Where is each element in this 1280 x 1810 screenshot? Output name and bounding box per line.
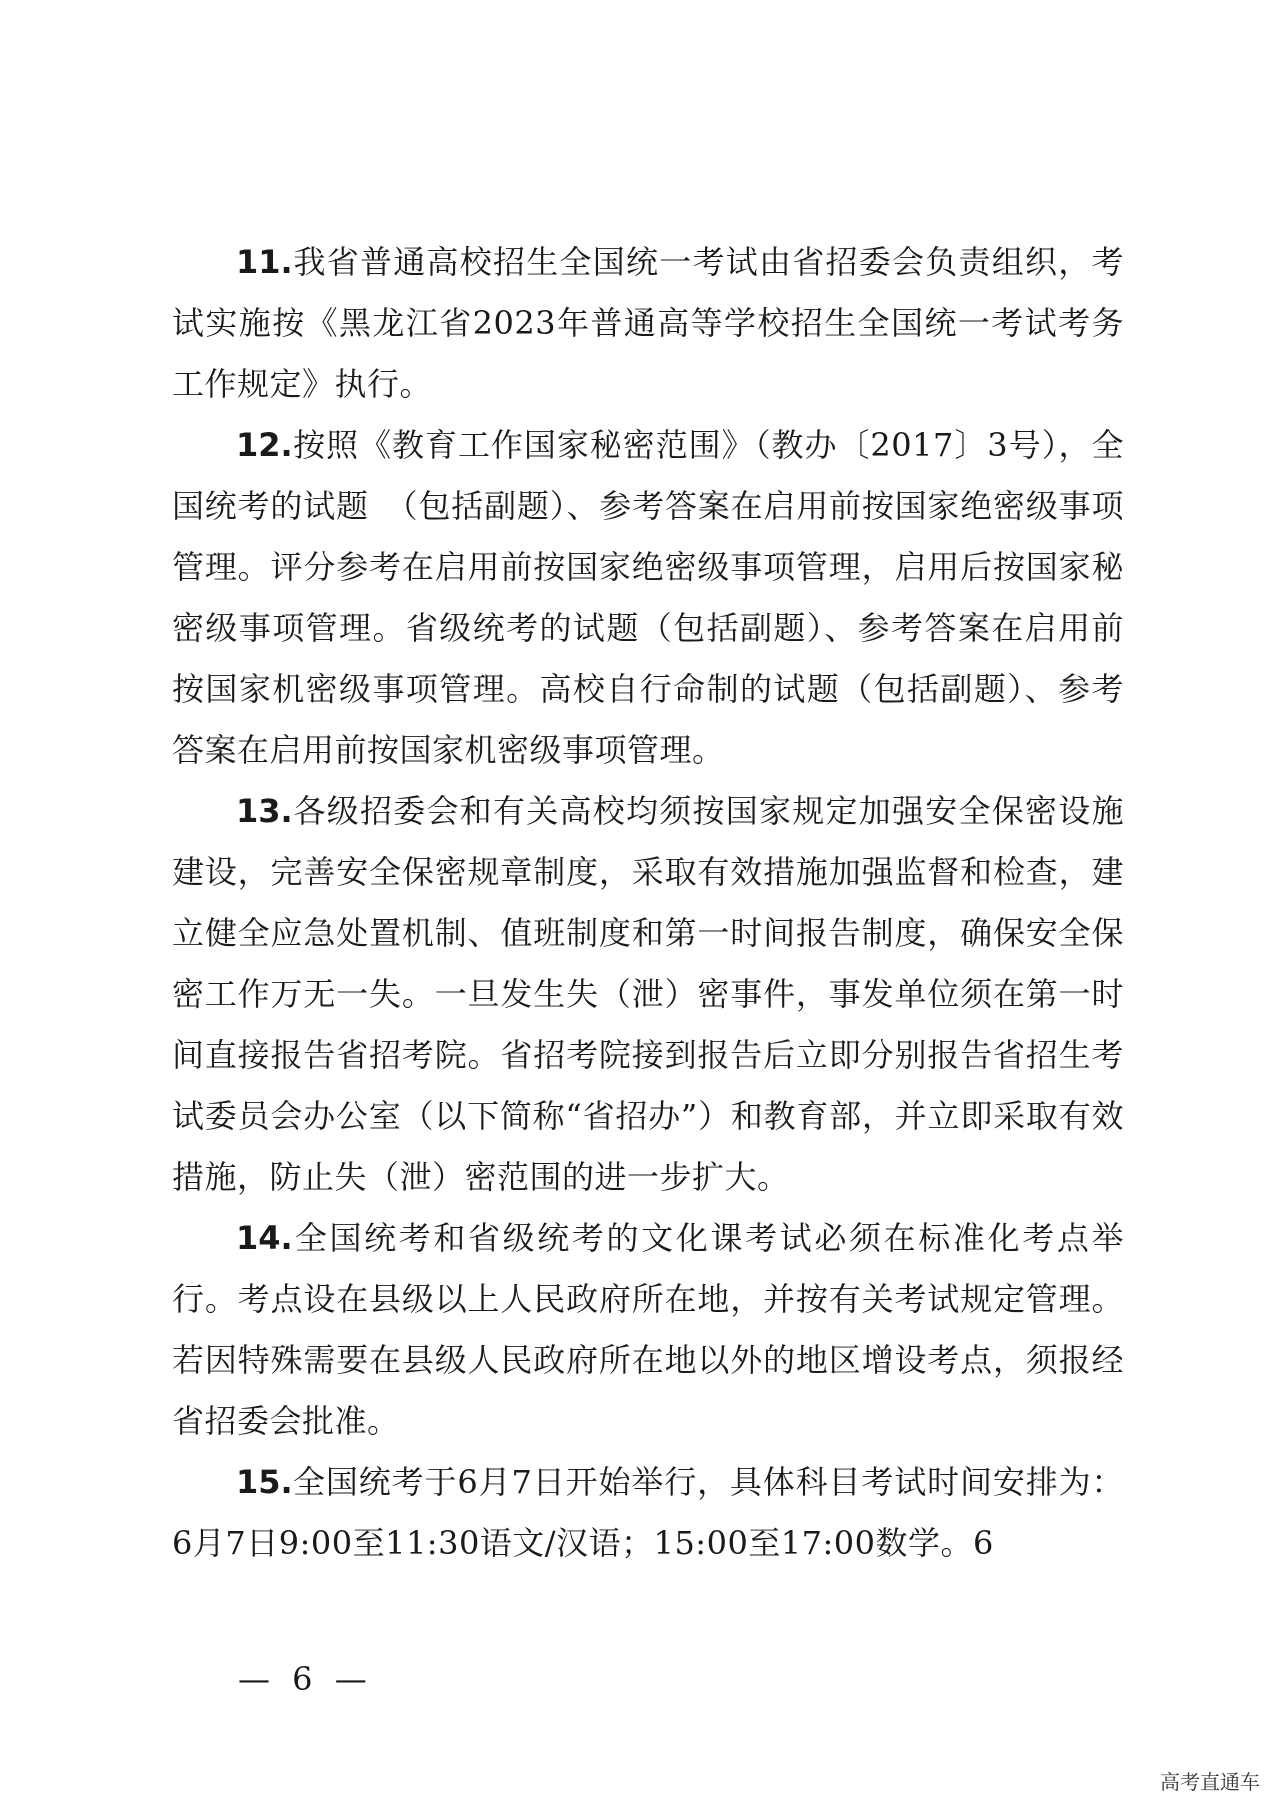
paragraph-number: 12. <box>236 426 293 464</box>
paragraph-12 <box>172 415 1124 781</box>
page-number: — 6 — <box>238 1660 373 1698</box>
paragraph-number: 13. <box>236 792 293 830</box>
paragraph-15 <box>172 1452 1124 1574</box>
paragraph-11 <box>172 232 1124 415</box>
paragraph-text: 我省普通高校招生全国统一考试由省招委会负责组织，考试实施按《黑龙江省2023年普通高等学校招生全国统一考试考务工作规定》执行。 <box>172 243 1124 403</box>
watermark-text: 高考直通车 <box>1160 1770 1260 1794</box>
paragraph-text: 全国统考和省级统考的文化课考试必须在标准化考点举行。考点设在县级以上人民政府所在地，并按有关考试规定管理。若因特殊需要在县级人民政府所在地以外的地区增设考点，须报经省招委会批准。 <box>172 1219 1124 1440</box>
paragraph-number: 11. <box>236 243 293 281</box>
paragraph-text: 按照《教育工作国家秘密范围》（教办〔2017〕3号），全国统考的试题 （包括副题）、参考答案在启用前按国家绝密级事项管理。评分参考在启用前按国家绝密级事项管理，启用后按国家秘密级事项管理。省级统考的试题（包括副题）、参考答案在启用前按国家机密级事项管理。高校自行命制的试题（包括副题）、参考答案在启用前按国家机密级事项管理。 <box>172 426 1124 769</box>
document-body <box>172 232 1124 1574</box>
paragraph-text: 全国统考于6月7日开始举行，具体科目考试时间安排为：6月7日9:00至11:30语文/汉语；15:00至17:00数学。6 <box>172 1463 1124 1562</box>
paragraph-number: 14. <box>236 1219 293 1257</box>
paragraph-13 <box>172 781 1124 1208</box>
paragraph-14 <box>172 1208 1124 1452</box>
paragraph-text: 各级招委会和有关高校均须按国家规定加强安全保密设施建设，完善安全保密规章制度，采取有效措施加强监督和检查，建立健全应急处置机制、值班制度和第一时间报告制度，确保安全保密工作万无一失。一旦发生失（泄）密事件，事发单位须在第一时间直接报告省招考院。省招考院接到报告后立即分别报告省招生考试委员会办公室（以下简称“省招办”）和教育部，并立即采取有效措施，防止失（泄）密范围的进一步扩大。 <box>172 792 1124 1196</box>
paragraph-number: 15. <box>236 1463 293 1501</box>
